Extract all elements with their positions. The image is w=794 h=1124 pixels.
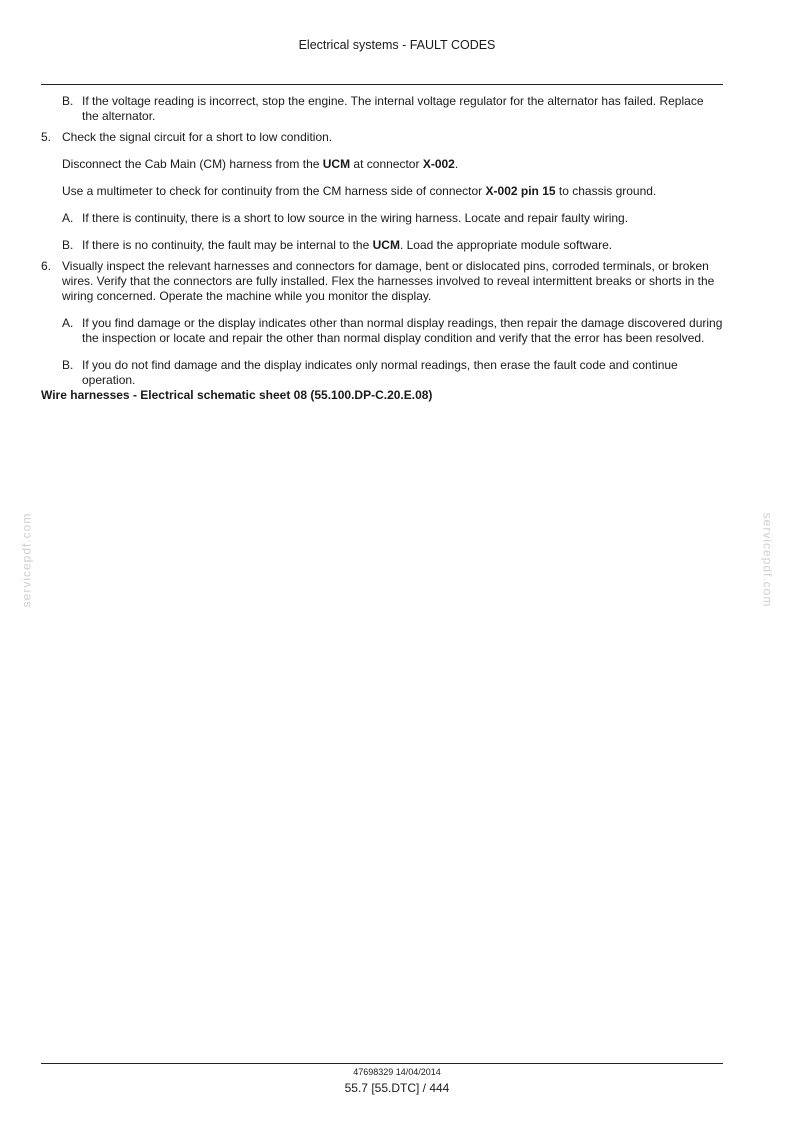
- step-6-substep-a: [41, 316, 723, 346]
- paragraph-text: Disconnect the Cab Main (CM) harness from the: [62, 157, 323, 171]
- step-marker: 5.: [41, 130, 52, 144]
- step-6: [41, 259, 723, 304]
- module-name: UCM: [372, 238, 400, 252]
- step-5: [41, 130, 723, 145]
- footer-rule: [41, 1063, 723, 1064]
- substep-text-part: . Load the appropriate module software.: [399, 238, 613, 252]
- step-prev-substep-b: [41, 94, 723, 124]
- substep-text: If the voltage reading is incorrect, stop the engine. The internal voltage regulator for the alternator has failed. Replace the alternator.: [82, 94, 704, 123]
- page-header: Electrical systems - FAULT CODES: [298, 38, 496, 52]
- document-body: [41, 94, 723, 403]
- reference-link[interactable]: Wire harnesses - Electrical schematic sheet 08 (55.100.DP-C.20.E.08): [41, 388, 433, 402]
- paragraph-text: to chassis ground.: [555, 184, 657, 198]
- substep-text-part: If there is no continuity, the fault may be internal to the: [82, 238, 373, 252]
- module-name: UCM: [322, 157, 351, 171]
- substep-text: If you do not find damage and the display indicates only normal readings, then erase the fault code and continue operation.: [82, 358, 678, 387]
- substep-text: If there is continuity, there is a short to low source in the wiring harness. Locate and repair faulty wiring.: [82, 211, 629, 225]
- paragraph-text: at connector: [350, 157, 423, 171]
- substep-marker: A.: [62, 211, 74, 225]
- step-5-substep-a: [41, 211, 723, 226]
- substep-text: [82, 238, 723, 253]
- substep-marker: B.: [62, 358, 74, 372]
- substep-marker: B.: [62, 94, 74, 108]
- paragraph-text: Use a multimeter to check for continuity from the CM harness side of connector: [62, 184, 486, 198]
- header-rule: [41, 84, 723, 85]
- document-code: 47698329 14/04/2014: [353, 1067, 441, 1077]
- paragraph-text: .: [454, 157, 459, 171]
- step-6-substep-b: [41, 358, 723, 388]
- step-5-paragraph-1: [41, 157, 723, 172]
- step-5-substep-b: [41, 238, 723, 253]
- watermark-right: servicepdf.com: [760, 512, 775, 608]
- connector-id: X-002: [422, 157, 455, 171]
- step-marker: 6.: [41, 259, 52, 273]
- watermark-left: servicepdf.com: [19, 512, 34, 608]
- substep-marker: A.: [62, 316, 74, 330]
- substep-text: If you find damage or the display indicates other than normal display readings, then repair the damage discovered during the inspection or locate and repair the other than normal display condition and verify that the error has been resolved.: [82, 316, 723, 345]
- substep-marker: B.: [62, 238, 74, 252]
- step-text: Check the signal circuit for a short to low condition.: [62, 130, 333, 144]
- step-5-paragraph-2: [41, 184, 723, 199]
- page-number: 55.7 [55.DTC] / 444: [344, 1081, 450, 1095]
- connector-pin: X-002 pin 15: [485, 184, 556, 198]
- step-text: Visually inspect the relevant harnesses and connectors for damage, bent or dislocated pins, corroded terminals, or broken wires. Verify that the connectors are fully installed. Flex the harnesses involved to reveal intermittent breaks or shorts in the wiring concerned. Operate the machine while you monitor the display.: [62, 259, 715, 303]
